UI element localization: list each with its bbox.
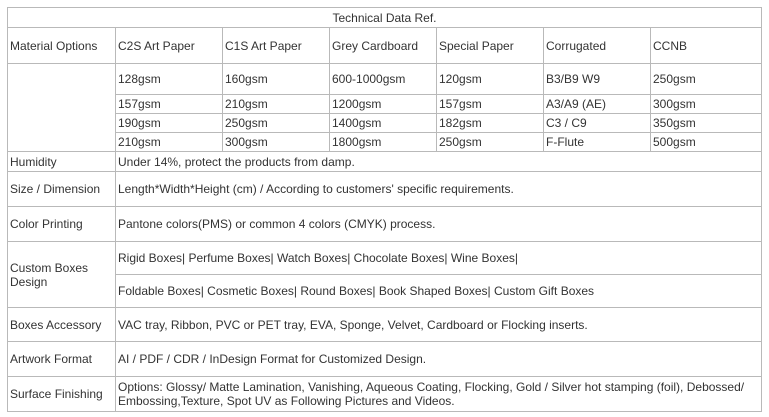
color-printing-value: Pantone colors(PMS) or common 4 colors (CMYK) process. — [116, 207, 762, 242]
size-dimension-value: Length*Width*Height (cm) / According to customers' specific requirements. — [116, 172, 762, 207]
material-cell: 182gsm — [437, 114, 544, 133]
table-title: Technical Data Ref. — [8, 8, 762, 28]
material-cell: C3 / C9 — [544, 114, 651, 133]
material-cell: 157gsm — [437, 95, 544, 114]
humidity-value: Under 14%, protect the products from damp. — [116, 152, 762, 172]
surface-finishing-value: Options: Glossy/ Matte Lamination, Vanishing, Aqueous Coating, Flocking, Gold / Silver hot stamping (foil), Debossed/ Embossing,Texture, Spot UV as Following Pictures and Videos. — [116, 377, 762, 412]
material-cell: F-Flute — [544, 133, 651, 152]
material-header-corrugated: Corrugated — [544, 28, 651, 64]
material-cell: 157gsm — [116, 95, 223, 114]
material-cell: 210gsm — [223, 95, 330, 114]
surface-finishing-label: Surface Finishing — [8, 377, 116, 412]
material-cell: 1400gsm — [330, 114, 437, 133]
material-cell: 120gsm — [437, 64, 544, 95]
material-header-special-paper: Special Paper — [437, 28, 544, 64]
technical-data-table — [7, 7, 762, 412]
material-cell: 210gsm — [116, 133, 223, 152]
material-cell: 128gsm — [116, 64, 223, 95]
material-cell: 1200gsm — [330, 95, 437, 114]
material-header-c2s: C2S Art Paper — [116, 28, 223, 64]
material-options-spacer — [8, 64, 116, 152]
artwork-format-value: AI / PDF / CDR / InDesign Format for Customized Design. — [116, 342, 762, 377]
material-cell: A3/A9 (AE) — [544, 95, 651, 114]
humidity-label: Humidity — [8, 152, 116, 172]
material-cell: 300gsm — [651, 95, 762, 114]
material-cell: 250gsm — [223, 114, 330, 133]
material-cell: 250gsm — [437, 133, 544, 152]
boxes-accessory-label: Boxes Accessory — [8, 308, 116, 342]
artwork-format-label: Artwork Format — [8, 342, 116, 377]
material-cell: 160gsm — [223, 64, 330, 95]
material-cell: 1800gsm — [330, 133, 437, 152]
material-cell: 300gsm — [223, 133, 330, 152]
custom-boxes-label: Custom Boxes Design — [8, 242, 116, 308]
material-options-label: Material Options — [8, 28, 116, 64]
material-header-ccnb: CCNB — [651, 28, 762, 64]
boxes-accessory-value: VAC tray, Ribbon, PVC or PET tray, EVA, Sponge, Velvet, Cardboard or Flocking inserts. — [116, 308, 762, 342]
size-dimension-label: Size / Dimension — [8, 172, 116, 207]
color-printing-label: Color Printing — [8, 207, 116, 242]
material-header-c1s: C1S Art Paper — [223, 28, 330, 64]
material-cell: 350gsm — [651, 114, 762, 133]
material-cell: 500gsm — [651, 133, 762, 152]
material-cell: B3/B9 W9 — [544, 64, 651, 95]
material-header-grey-cardboard: Grey Cardboard — [330, 28, 437, 64]
custom-boxes-line-1: Rigid Boxes| Perfume Boxes| Watch Boxes| Chocolate Boxes| Wine Boxes| — [116, 242, 762, 275]
material-cell: 600-1000gsm — [330, 64, 437, 95]
material-cell: 250gsm — [651, 64, 762, 95]
custom-boxes-line-2: Foldable Boxes| Cosmetic Boxes| Round Boxes| Book Shaped Boxes| Custom Gift Boxes — [116, 275, 762, 308]
material-cell: 190gsm — [116, 114, 223, 133]
